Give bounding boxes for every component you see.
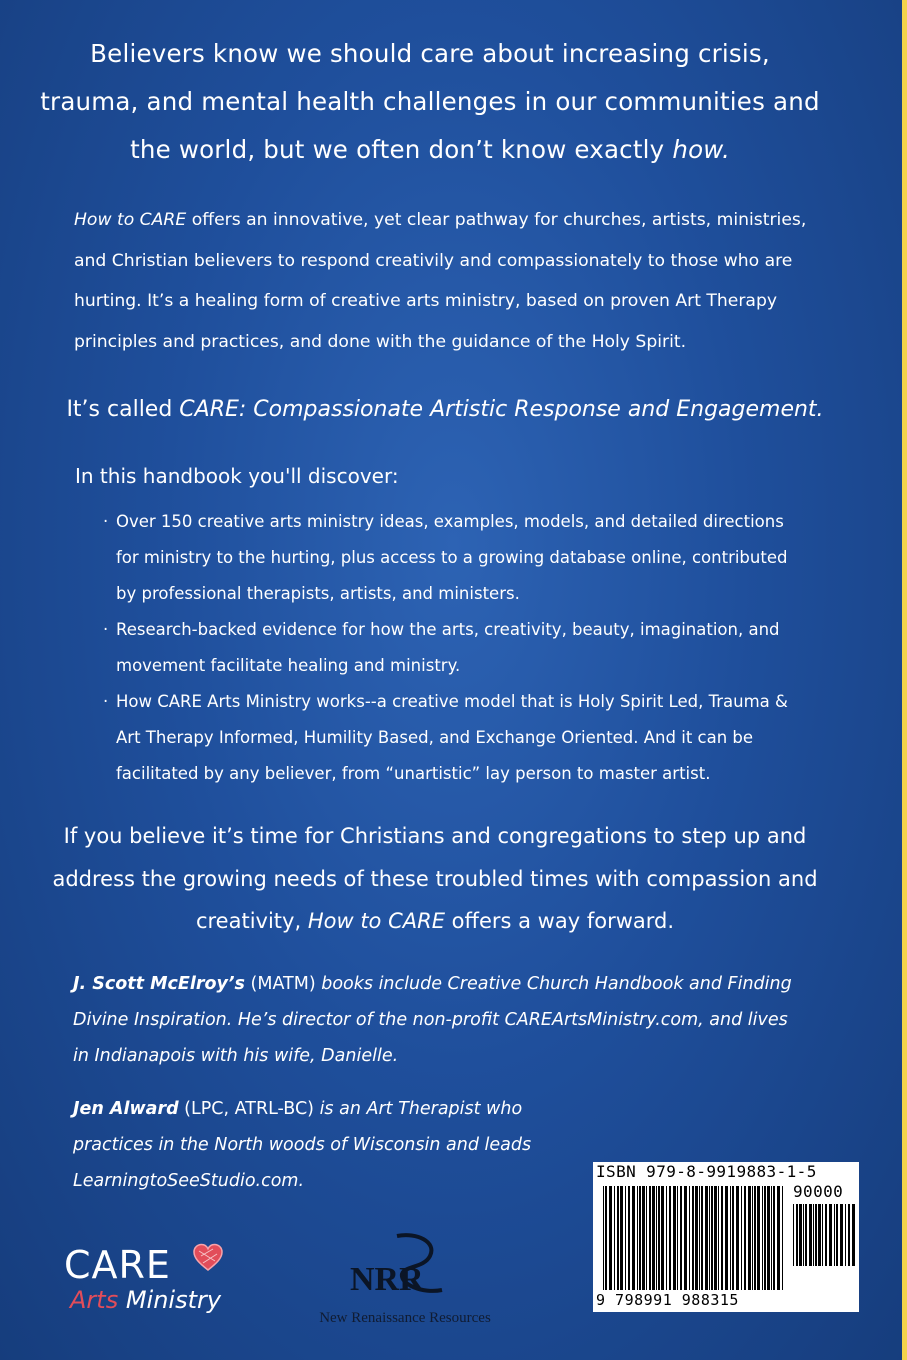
intro-text: offers an innovative, yet clear pathway for churches, artists, ministries, and Christian believers to respond creativily and compassionately to those who are hurting. It’s a healing form of creative arts ministry, based on proven Art Therapy principles and practices, and done with the guidance of the Holy Spirit. [74, 210, 807, 352]
care-acronym: CARE: Compassionate Artistic Response and Engagement. [179, 397, 824, 422]
heart-icon [193, 1243, 223, 1273]
cta-text: If you believe it’s time for Christians and congregations to step up and address the growing needs of these troubled times with compassion and creativity, [52, 824, 818, 933]
nrr-monogram-letters: NRR [350, 1261, 424, 1298]
book-title-inline: How to CARE [307, 909, 445, 933]
author-bio-alward [73, 1091, 573, 1199]
call-to-action [30, 815, 840, 943]
author-credentials: (MATM) [244, 974, 316, 994]
hook-text: Believers know we should care about increasing crisis, trauma, and mental health challenges in our communities and the world, but we often don’t know exactly [40, 39, 820, 164]
isbn-barcode [593, 1162, 859, 1312]
isbn-number: ISBN 979-8-9919883-1-5 [596, 1162, 817, 1181]
intro-paragraph [74, 200, 834, 362]
author-bio-mcelroy [73, 966, 793, 1074]
list-item: · Over 150 creative arts ministry ideas, examples, models, and detailed directions for ministry to the hurting, plus access to a growing database online, contributed by professional therapists, artists, and ministers. [103, 504, 803, 612]
new-renaissance-resources-logo [290, 1232, 520, 1332]
publisher-name: New Renaissance Resources [319, 1310, 491, 1326]
price-code: 90000 [793, 1182, 844, 1201]
book-title-inline: How to CARE [74, 210, 187, 230]
author-name: Jen Alward [73, 1099, 179, 1119]
nrr-monogram [342, 1232, 462, 1304]
list-item: · How CARE Arts Ministry works--a creative model that is Holy Spirit Led, Trauma & Art Therapy Informed, Humility Based, and Exchange Oriented. And it can be facilitated by any believer, from “unartistic” lay person to master artist. [103, 684, 803, 792]
care-logo-arts: Arts [70, 1286, 119, 1314]
called-prefix: It’s called [66, 397, 180, 422]
care-logo-subtitle [70, 1285, 221, 1315]
barcode-addon-bars [793, 1204, 855, 1266]
author-name: J. Scott McElroy’s [73, 974, 245, 994]
author-credentials: (LPC, ATRL-BC) [178, 1099, 314, 1119]
discover-list [103, 504, 803, 792]
list-item: · Research-backed evidence for how the arts, creativity, beauty, imagination, and movement facilitate healing and ministry. [103, 612, 803, 684]
author-bio-text: books include Creative Church Handbook and Finding Divine Inspiration. He’s director of the non-profit CAREArtsMinistry.com, and lives in Indianapois with his wife, Danielle. [73, 974, 792, 1066]
author-bio-text: is an Art Therapist who practices in the North woods of Wisconsin and leads LearningtoSeeStudio.com. [73, 1099, 532, 1191]
hook-emphasis: how. [672, 135, 730, 164]
discover-heading: In this handbook you'll discover: [75, 464, 399, 488]
care-logo-word: CARE [64, 1243, 171, 1287]
cover-edge-stripe [902, 0, 907, 1360]
cta-tail: offers a way forward. [444, 909, 675, 933]
care-logo-ministry: Ministry [118, 1286, 222, 1314]
hook-paragraph [40, 30, 820, 174]
ean-number: 9 798991 988315 [596, 1291, 739, 1309]
care-arts-ministry-logo [64, 1243, 264, 1323]
barcode-bars [603, 1186, 783, 1290]
called-line [20, 390, 870, 430]
